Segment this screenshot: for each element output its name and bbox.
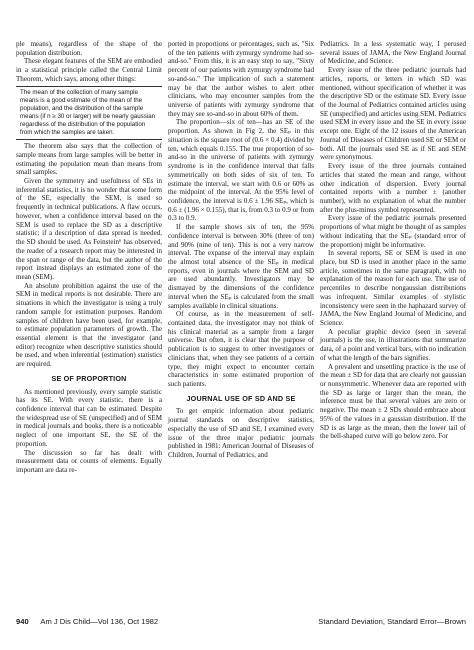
page-footer [16, 617, 466, 629]
paragraph: The discussion so far has dealt with measurement data or counts of elements. Equally important are data re- [16, 448, 162, 475]
section-heading: JOURNAL USE OF SD AND SE [186, 393, 296, 403]
running-title: Standard Deviation, Standard Error—Brown [318, 617, 466, 626]
footer-left [16, 617, 158, 626]
paragraph: ported in proportions or percentages, such as, "Six of the ten patients with zymurgy syndrome had so-and-so." From this, it is an easy step to say, "Sixty percent of our patients with zymurgy syndrome had so-and-so." The implication of such a statement may be that the author wishes to alert other clinicians, who may encounter samples from the universe of patients with zymurgy syndrome that they may see so-and-so in about 60% of them. [168, 40, 314, 118]
section-heading: SE OF PROPORTION [51, 373, 127, 383]
quote-box [16, 86, 162, 141]
paragraph: As mentioned previously, every sample statistic has its SE. With every statistic, there is a confidence interval that can be estimated. Despite the widespread use of SE (unspecified) and of SEM in medical journals and books, there is a noticeable neglect of one important SE, the SE of the proportion. [16, 387, 162, 448]
paragraph: Every issue of the three journals contained articles that stated the mean and range, without other indication of dispersion. Every journal contained reports with a number ± (another number), with no explanation of what the number after the plus-minus symbol represented. [320, 162, 466, 214]
paragraph: These elegant features of the SEM are embodied in a statistical principle called the Central Limit Theorem, which says, among other things: [16, 57, 162, 83]
quote-text: The mean of the collection of many sample means is a good estimate of the mean of the population, and the distribution of the sample means (if n ≥ 30 or larger) will be nearly gaussian regardless of the distribution of the population from which the samples are taken. [20, 88, 156, 137]
journal-citation: Am J Dis Child—Vol 136, Oct 1982 [40, 617, 159, 626]
left-column [16, 40, 162, 475]
paragraph: In several reports, SE or SEM is used in one place, but SD is used in another place in the same article, sometimes in the same paragraph, with no explanation of the reason for each use. The use of percentiles to describe nongaussian distributions was infrequent. Similar examples of stylistic inconsistency were seen in the haphazard survey of JAMA, the New England Journal of Medicine, and Science. [320, 249, 466, 327]
paragraph: The theorem also says that the collection of sample means from large samples will be better in estimating the population mean than means from small samples. [16, 142, 162, 177]
paragraph: Pediatrics. In a less systematic way, I perused several issues of JAMA, the New England Journal of Medicine, and Science. [320, 40, 466, 66]
right-column [320, 40, 466, 441]
paragraph: ple means), regardless of the shape of the population distribution. [16, 40, 162, 57]
paragraph: Of course, as in the measurement of self-contained data, the investigator may not think of his clinical material as a sample from a larger universe. But often, it is clear that the purpose of publication is to suggest to other investigators or clinicians that, when they see patients of a certain type, they might expect to encounter certain characteristics in some estimated proportion of such patients. [168, 310, 314, 389]
paragraph: An absolute prohibition against the use of the SEM in medical reports is not desirable. There are situations in which the investigator is using a truly random sample for estimation purposes. Random samples of children have been used, for example, to estimate population parameters of growth. The essential element is that the investigator (and editor) recognize when descriptive statistics should be used, and when inferential (estimation) statistics are required. [16, 281, 162, 369]
paragraph: To get empiric information about pediatric journal standards on descriptive statistics, especially the use of SD and SE, I examined every issue of the three major pediatric journals published in 1981: American Journal of Diseases of Children, Journal of Pediatrics, and [168, 407, 314, 460]
paragraph: Every issue of the pediatric journals presented proportions of what might be thought of as samples without indicating that the SEₚ (standard error of the proportion) might be informative. [320, 214, 466, 249]
paragraph: Every issue of the three pediatric journals had articles, reports, or letters in which SD was mentioned, without specification of whether it was the descriptive SD or the estimate SD. Every issue of the Journal of Pediatrics contained articles using SE (unspecified) and articles using SEM. Pediatrics used SEM in every issue and the SE in every issue except one. Eight of the 12 issues of the American Journal of Diseases of Children used SE or SEM or both. All the journals used SE as if SE and SEM were synonymous. [320, 66, 466, 162]
paragraph: The proportion—six of ten—has an SE of the proportion. As shown in Fig 2, the SEₚ in this situation is the square root of (0.6 × 0.4) divided by ten, which equals 0.155. The true proportion of so-and-so in the universe of patients with zymurgy syndrome is in the confidence interval that falls symmetrically on both sides of six of ten. To estimate the interval, we start with 0.6 or 60% as the midpoint of the interval. At the 95% level of confidence, the interval is 0.6 ± 1.96 SEₚ, which is 0.6 ± (1.96 × 0.155), that is, from 0.3 to 0.9 or from 0.3 to 0.9. [168, 118, 314, 223]
page-number: 940 [16, 617, 29, 626]
paragraph: Given the symmetry and usefulness of SEs in inferential statistics, it is no wonder that some form of the SE, especially the SEM, is used so frequently in technical publications. A flaw occurs, however, when a confidence interval based on the SEM is used to replace the SD as a descriptive statistic; if a description of data spread is needed, the SD should be used. As Feinstein⁶ has observed, the reader of a research report may be interested in the span or range of the data, but the author of the report instead displays an estimated zone of the mean (SEM). [16, 177, 162, 281]
paragraph: If the sample shows six of ten, the 95% confidence interval is between 30% (three of ten) and 90% (nine of ten). This is not a very narrow interval. The expanse of the interval may explain the almost total absence of the SEₚ in medical reports, even in journals where the SEM and SD are used abundantly. Investigators may be dismayed by the dimensions of the confidence interval when the SEₚ is calculated from the small samples available in clinical situations. [168, 223, 314, 310]
paragraph: A prevalent and unsettling practice is the use of the mean ± SD for data that are clearly not gaussian or nonsymmetric. Whenever data are reported with the SD as large or larger than the mean, the inference must be that several values are zero or negative. The mean ± 2 SDs should embrace about 95% of the values in a gaussian distribution. If the SD is as large as the mean, then the lower tail of the bell-shaped curve will go below zero. For [320, 362, 466, 441]
paragraph: A peculiar graphic device (seen in several journals) is the use, in illustrations that summarize data, of a point and vertical bars, with no indication of what the length of the bars signifies. [320, 327, 466, 362]
middle-column [168, 40, 314, 460]
